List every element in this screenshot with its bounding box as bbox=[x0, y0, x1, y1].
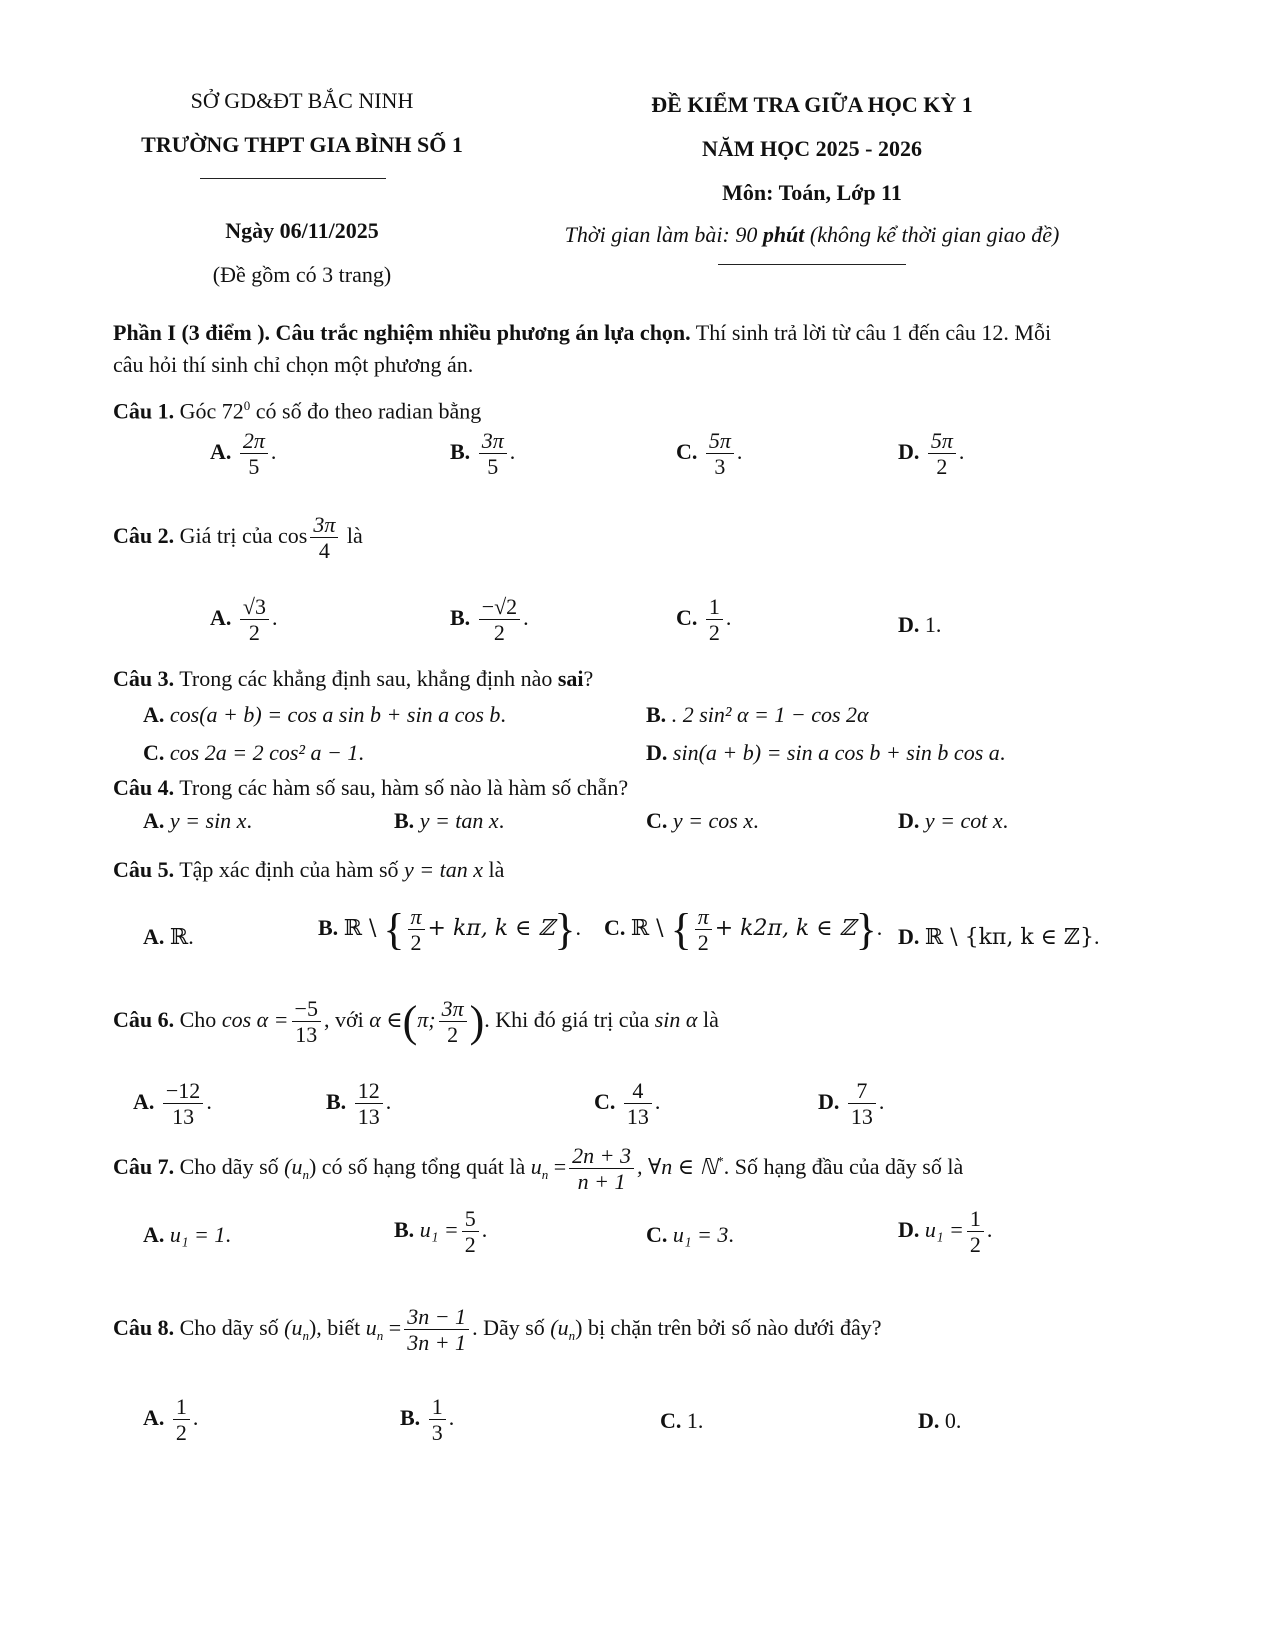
q3-option-a: A. cos(a + b) = cos a sin b + sin a cos b. bbox=[143, 702, 506, 727]
q3-stem: Câu 3. Trong các khẳng định sau, khẳng định nào sai? bbox=[113, 666, 594, 691]
q5-option-b: B. ℝ \ { $\frac{\pi}{2}$ + kπ, k ∈ ℤ}. bbox=[318, 904, 582, 956]
dept-name: SỞ GD&ĐT BẮC NINH bbox=[190, 88, 414, 113]
q5-option-a: A. ℝ. bbox=[143, 924, 194, 950]
exam-title: ĐỀ KIỂM TRA GIỮA HỌC KỲ 1 bbox=[651, 92, 973, 117]
q1-option-b: B. $\frac{3\pi}{5}$ . bbox=[450, 428, 516, 480]
header-rule-left bbox=[200, 178, 386, 179]
q2-option-d: D. 1. bbox=[898, 612, 942, 637]
q1-option-d: D. $\frac{5\pi}{2}$ . bbox=[898, 428, 965, 480]
q7-option-a: A. u₁ = 1. bbox=[143, 1222, 231, 1247]
q2-option-a: A. $\frac{√3}{2}$ . bbox=[210, 594, 278, 646]
q6-option-b: B. $\frac{12}{13}$ . bbox=[326, 1078, 392, 1130]
q7-option-b: B. u₁ = $\frac{5}{2}$ . bbox=[394, 1206, 488, 1258]
subject: Môn: Toán, Lớp 11 bbox=[722, 180, 902, 205]
part1-instruction: câu hỏi thí sinh chỉ chọn một phương án. bbox=[113, 352, 474, 377]
q5-option-d: D. ℝ \ {kπ, k ∈ ℤ}. bbox=[898, 924, 1100, 950]
q7-option-c: C. u₁ = 3. bbox=[646, 1222, 734, 1247]
q2-stem: Câu 2. Giá trị của cos $\frac{3\pi}{4}$ là bbox=[113, 512, 363, 564]
q8-option-b: B. $\frac{1}{3}$ . bbox=[400, 1394, 455, 1446]
q4-option-b: B. y = tan x. bbox=[394, 808, 505, 833]
header-rule-right bbox=[718, 264, 906, 265]
time-limit: Thời gian làm bài: 90 phút (không kể thời gian giao đề) bbox=[564, 222, 1060, 247]
q8-option-d: D. 0. bbox=[918, 1408, 962, 1433]
q7-stem: Câu 7. Cho dãy số $(u_n)$ có số hạng tổng quát là $u_n$ = $\frac{2n + 3}{n + 1}$ , ∀n ∈ ℕ*. Số hạng đầu của dãy số là bbox=[113, 1143, 964, 1195]
school-year: NĂM HỌC 2025 - 2026 bbox=[702, 136, 922, 161]
q6-option-c: C. $\frac{4}{13}$ . bbox=[594, 1078, 661, 1130]
page-count: (Đề gồm có 3 trang) bbox=[212, 262, 392, 287]
exam-date: Ngày 06/11/2025 bbox=[225, 218, 379, 243]
q1-option-a: A. $\frac{2\pi}{5}$ . bbox=[210, 428, 277, 480]
q6-stem: Câu 6. Cho cos α = $\frac{-5}{13}$ , với α ∈(π; $\frac{3\pi}{2}$ ). Khi đó giá trị của sin α là bbox=[113, 996, 719, 1048]
q3-option-d: D. sin(a + b) = sin a cos b + sin b cos a. bbox=[646, 740, 1006, 765]
q4-stem: Câu 4. Trong các hàm số sau, hàm số nào là hàm số chẵn? bbox=[113, 775, 629, 800]
q7-option-d: D. u₁ = $\frac{1}{2}$ . bbox=[898, 1206, 993, 1258]
q4-option-c: C. y = cos x. bbox=[646, 808, 759, 833]
q4-option-a: A. y = sin x. bbox=[143, 808, 252, 833]
q3-option-c: C. cos 2a = 2 cos² a − 1. bbox=[143, 740, 364, 765]
q5-option-c: C. ℝ \ { $\frac{\pi}{2}$ + k2π, k ∈ ℤ}. bbox=[604, 904, 883, 956]
q6-option-a: A. $\frac{-12}{13}$ . bbox=[133, 1078, 212, 1130]
part1-title: Phần I (3 điểm ). Câu trắc nghiệm nhiều phương án lựa chọn. Thí sinh trả lời từ câu 1 đến câu 12. Mỗi bbox=[113, 320, 1052, 345]
q8-stem: Câu 8. Cho dãy số $(u_n)$, biết $u_n$ = $\frac{3n - 1}{3n + 1}$ . Dãy số $(u_n)$ bị chặn trên bởi số nào dưới đây? bbox=[113, 1304, 882, 1356]
q2-option-b: B. $\frac{-√2}{2}$ . bbox=[450, 594, 529, 646]
q1-option-c: C. $\frac{5\pi}{3}$ . bbox=[676, 428, 743, 480]
q6-option-d: D. $\frac{7}{13}$ . bbox=[818, 1078, 885, 1130]
q8-option-c: C. 1. bbox=[660, 1408, 704, 1433]
q2-option-c: C. $\frac{1}{2}$ . bbox=[676, 594, 732, 646]
q4-option-d: D. y = cot x. bbox=[898, 808, 1009, 833]
school-name: TRƯỜNG THPT GIA BÌNH SỐ 1 bbox=[141, 132, 463, 157]
q1-stem: Câu 1. Góc $72^0$ có số đo theo radian bằng bbox=[113, 398, 482, 424]
q8-option-a: A. $\frac{1}{2}$ . bbox=[143, 1394, 199, 1446]
q3-option-b: B. . 2 sin² α = 1 − cos 2α bbox=[646, 702, 869, 727]
q5-stem: Câu 5. Tập xác định của hàm số y = tan x là bbox=[113, 857, 505, 882]
